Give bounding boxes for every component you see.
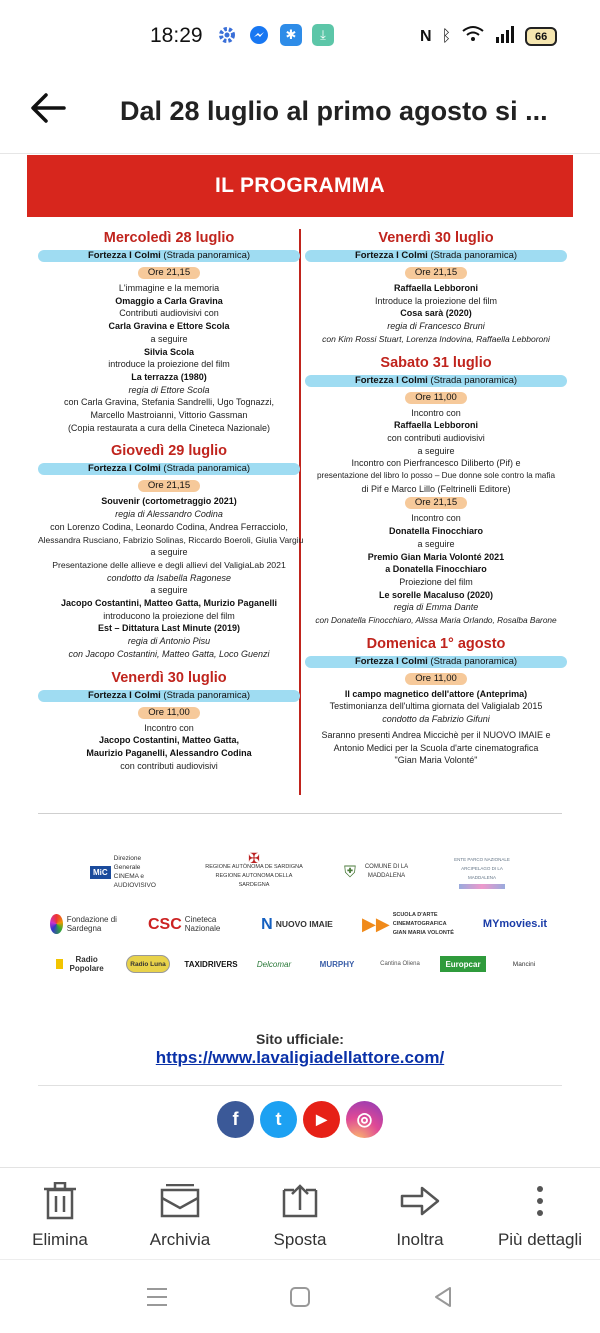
program-line: con contributi audiovisivi xyxy=(120,760,218,771)
site-label: Sito ufficiale: xyxy=(256,1031,344,1047)
program-line: Jacopo Costantini, Matteo Gatta, Murizio Paganelli xyxy=(60,598,278,609)
venue-label: Fortezza I Colmi (Strada panoramica) xyxy=(38,463,300,475)
facebook-icon[interactable]: f xyxy=(217,1101,254,1138)
nfc-icon: N xyxy=(420,27,432,45)
program-line: Maurizio Paganelli, Alessandro Codina xyxy=(86,747,252,758)
program-line: L'immagine e la memoria xyxy=(118,283,220,293)
delete-button[interactable] xyxy=(0,1168,120,1259)
program-line: Il campo magnetico dell'attore (Anteprima) xyxy=(344,688,528,699)
nuovo-imaie-logo: N NUOVO IMAIE xyxy=(261,915,333,933)
gear-icon xyxy=(216,24,238,46)
program-line: La terrazza (1980) xyxy=(131,371,207,382)
email-header xyxy=(0,76,600,154)
back-button[interactable] xyxy=(28,88,76,132)
mancini-logo: Mancini xyxy=(512,960,536,968)
email-subject: Dal 28 luglio al primo agosto si ... xyxy=(120,96,548,126)
delete-label: Elimina xyxy=(32,1230,88,1249)
day-title: Venerdì 30 luglio xyxy=(378,230,494,246)
program-line: Souvenir (cortometraggio 2021) xyxy=(101,496,237,507)
time-badge: Ore 21,15 xyxy=(405,497,467,509)
program-column-left xyxy=(38,225,304,772)
taxidrivers-logo: TAXIDRIVERS xyxy=(184,959,238,969)
program-line: a seguire xyxy=(150,547,188,558)
more-details-button[interactable] xyxy=(480,1168,600,1259)
murphy-logo: MURPHY xyxy=(319,959,355,969)
trash-icon xyxy=(43,1182,77,1220)
program-line: Antonio Medici per la Scuola d'arte cinematografica xyxy=(333,742,539,753)
back-triangle-icon[interactable] xyxy=(428,1284,458,1310)
time-badge: Ore 11,00 xyxy=(405,392,467,404)
comune-maddalena-logo: ⛨ COMUNE DI LA MADDALENA xyxy=(344,863,409,881)
time-badge: Ore 11,00 xyxy=(405,673,467,685)
program-line: con Donatella Finocchiaro, Alissa Maria Orlando, Rosalba Barone xyxy=(315,615,557,626)
move-icon xyxy=(280,1182,320,1220)
status-icons-right xyxy=(420,25,557,48)
status-time: 18:29 xyxy=(150,24,203,47)
menu-icon[interactable] xyxy=(142,1284,172,1310)
time-badge: Ore 21,15 xyxy=(138,480,200,492)
bluetooth-icon: ᛒ xyxy=(441,27,452,45)
social-links xyxy=(0,1101,600,1138)
move-button[interactable] xyxy=(240,1168,360,1259)
mymovies-logo: MYmovies.it xyxy=(482,917,548,930)
forward-button[interactable] xyxy=(360,1168,480,1259)
venue-label: Fortezza I Colmi (Strada panoramica) xyxy=(38,250,300,262)
program-line: presentazione del libro Io posso – Due donne sole contro la mafia xyxy=(316,471,556,481)
program-line: Incontro con Pierfrancesco Diliberto (Pif) e xyxy=(351,458,521,469)
program-line: Premio Gian Maria Volonté 2021 xyxy=(367,551,505,562)
program-line: regia di Francesco Bruni xyxy=(387,321,485,332)
status-icons-left xyxy=(216,24,334,46)
footer-divider xyxy=(38,1085,562,1086)
venue-label: Fortezza I Colmi (Strada panoramica) xyxy=(305,375,567,387)
program-line: Le sorelle Macaluso (2020) xyxy=(378,589,494,600)
program-line: con Lorenzo Codina, Leonardo Codina, Andrea Ferracciolo, xyxy=(50,521,288,532)
program-line: a seguire xyxy=(417,538,455,549)
program-line: introducono la proiezione del film xyxy=(103,610,235,621)
download-icon: ⤓ xyxy=(312,24,334,46)
delcomar-logo: Delcomar xyxy=(256,959,292,969)
cantina-oliena-logo: Cantina Oliena xyxy=(380,960,420,967)
program-line: a seguire xyxy=(150,333,188,344)
sponsor-row-1 xyxy=(38,852,562,892)
program-line: Silvia Scola xyxy=(143,346,195,357)
day-title: Giovedì 29 luglio xyxy=(110,443,228,460)
archive-label: Archivia xyxy=(149,1230,211,1249)
sponsor-row-3 xyxy=(38,950,562,978)
europcar-logo: Europcar xyxy=(440,956,486,972)
program-line: con contributi audiovisivi xyxy=(387,432,485,443)
program-line: Contributi audiovisivi con xyxy=(119,308,219,319)
program-line: Incontro con xyxy=(411,513,461,524)
home-icon[interactable] xyxy=(285,1284,315,1310)
program-line: a seguire xyxy=(417,445,455,456)
program-line: Incontro con xyxy=(144,722,194,733)
program-line: con Jacopo Costantini, Matteo Gatta, Loco Guenzi xyxy=(68,648,270,659)
scuola-volonte-logo: ▶▶ SCUOLA D'ARTE CINEMATOGRAFICA GIAN MARIA VOLONTÉ xyxy=(362,911,454,936)
signal-icon xyxy=(495,25,515,48)
forward-icon xyxy=(400,1182,440,1220)
program-banner: IL PROGRAMMA xyxy=(27,155,573,217)
status-bar xyxy=(0,0,600,76)
radio-luna-logo: Radio Luna xyxy=(126,955,170,973)
program-line: regia di Emma Dante xyxy=(393,602,479,613)
program-line: condotto da Fabrizio Gifuni xyxy=(382,714,490,725)
program-line: regia di Alessandro Codina xyxy=(115,509,223,520)
program-line: Carla Gravina e Ettore Scola xyxy=(108,321,230,332)
venue-label: Fortezza I Colmi (Strada panoramica) xyxy=(38,690,300,702)
program-line: (Copia restaurata a cura della Cineteca Nazionale) xyxy=(67,422,271,433)
program-line: con Kim Rossi Stuart, Lorenza Indovina, Raffaella Lebboroni xyxy=(322,333,550,344)
archive-button[interactable] xyxy=(120,1168,240,1259)
program-line: Omaggio a Carla Gravina xyxy=(115,295,223,306)
instagram-icon[interactable]: ◎ xyxy=(346,1101,383,1138)
website-link[interactable]: https://www.lavaligiadellattore.com/ xyxy=(155,1048,445,1067)
radio-popolare-logo: Radio Popolare xyxy=(56,950,108,978)
wifi-icon xyxy=(461,25,485,48)
forward-label: Inoltra xyxy=(396,1230,444,1249)
email-action-toolbar xyxy=(0,1167,600,1259)
program-line: Alessandra Rusciano, Fabrizio Solinas, Riccardo Boeroli, Giulia Vargiu xyxy=(38,534,304,545)
program-line: Presentazione delle allieve e degli allievi del ValigiaLab 2021 xyxy=(52,559,286,570)
program-line: regia di Antonio Pisu xyxy=(127,636,211,647)
email-body[interactable] xyxy=(0,155,600,1167)
battery-indicator: 66 xyxy=(525,27,557,46)
program-line: Proiezione del film xyxy=(399,576,473,587)
program-line: con Carla Gravina, Stefania Sandrelli, Ugo Tognazzi, xyxy=(64,397,274,408)
bluetooth-app-icon: ✱ xyxy=(280,24,302,46)
system-nav-bar xyxy=(0,1259,600,1333)
program-line: di Pif e Marco Lillo (Feltrinelli Editore) xyxy=(361,483,511,494)
program-line: introduce la proiezione del film xyxy=(108,359,230,370)
arrow-left-icon xyxy=(28,88,68,128)
program-line: Raffaella Lebboroni xyxy=(393,283,478,293)
program-line: Incontro con xyxy=(411,407,461,418)
more-details-label: Più dettagli xyxy=(497,1230,583,1249)
parco-maddalena-logo: ENTE PARCO NAZIONALE ARCIPELAGO DI LA MADDALENA xyxy=(454,855,510,889)
program-line: Est – Dittatura Last Minute (2019) xyxy=(97,623,241,634)
twitter-icon[interactable]: t xyxy=(260,1101,297,1138)
archive-icon xyxy=(160,1182,200,1220)
day-title: Domenica 1° agosto xyxy=(366,635,506,652)
program-line: Marcello Mastroianni, Vittorio Gassman xyxy=(90,410,248,421)
cineteca-logo: CSC Cineteca Nazionale xyxy=(148,915,221,933)
program-line: Saranno presenti Andrea Miccichè per il NUOVO IMAIE e xyxy=(321,729,551,740)
sponsor-row-2 xyxy=(38,911,562,937)
venue-label: Fortezza I Colmi (Strada panoramica) xyxy=(305,250,567,262)
day-title: Sabato 31 luglio xyxy=(380,354,492,371)
day-title: Venerdì 30 luglio xyxy=(111,669,227,686)
time-badge: Ore 21,15 xyxy=(138,267,200,279)
program-line: Introduce la proiezione del film xyxy=(374,295,498,306)
move-label: Sposta xyxy=(273,1230,327,1249)
program-line: Jacopo Costantini, Matteo Gatta, xyxy=(98,735,239,746)
day-title: Mercoledì 28 luglio xyxy=(103,230,235,246)
program-line: Testimonianza dell'ultima giornata del Valigialab 2015 xyxy=(329,701,543,712)
messenger-icon xyxy=(248,24,270,46)
program-line: "Gian Maria Volonté" xyxy=(394,755,478,766)
time-badge: Ore 11,00 xyxy=(138,707,200,719)
youtube-icon[interactable]: ▶ xyxy=(303,1101,340,1138)
program-line: condotto da Isabella Ragonese xyxy=(106,572,232,583)
regione-sardegna-logo: ✠ REGIONE AUTÒNOMA DE SARDIGNA REGIONE AUTONOMA DELLA SARDEGNA xyxy=(205,850,303,888)
program-line: regia di Ettore Scola xyxy=(128,384,210,395)
program-line: Donatella Finocchiaro xyxy=(388,526,484,537)
program-line: Cosa sarà (2020) xyxy=(400,308,472,319)
fondazione-sardegna-logo: Fondazione di Sardegna xyxy=(50,911,122,937)
venue-label: Fortezza I Colmi (Strada panoramica) xyxy=(305,656,567,668)
section-divider xyxy=(38,813,562,814)
program-line: Raffaella Lebboroni xyxy=(393,420,478,431)
program-column-right xyxy=(305,225,567,767)
mic-logo: MiC Direzione Generale CINEMA e AUDIOVISIVO xyxy=(90,855,164,889)
program-line: a Donatella Finocchiaro xyxy=(385,564,487,575)
program-line: a seguire xyxy=(150,585,188,596)
time-badge: Ore 21,15 xyxy=(405,267,467,279)
more-vertical-icon xyxy=(535,1182,545,1220)
